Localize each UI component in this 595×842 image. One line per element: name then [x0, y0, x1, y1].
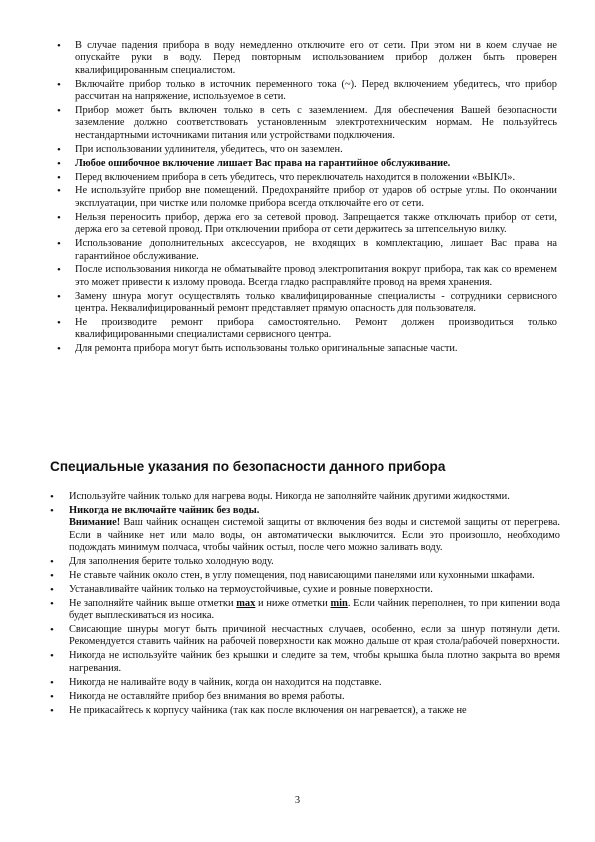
warning-label: Внимание! [69, 517, 121, 529]
list-item-text: Ваш чайник оснащен системой защиты от включения без воды и системой защиты от перегрева. Если в чайнике нет или мало воды, он автоматически выключится. Если это произошло, необходимо подождать минимум полчаса, чтобы чайник остыл, после чего можно заливать воду. [69, 517, 560, 554]
list-item [50, 677, 560, 689]
bullet-icon: • [57, 157, 61, 170]
bullet-icon: • [50, 704, 54, 717]
list-item-text: Использование дополнительных аксессуаров, не входящих в комплектацию, лишает Вас права на гарантийное обслуживание. [75, 238, 557, 262]
list-item-text: При использовании удлинителя, убедитесь, что он заземлен. [75, 143, 343, 155]
bullet-icon: • [50, 597, 54, 610]
list-item [57, 105, 557, 142]
bullet-icon: • [57, 143, 61, 156]
min-mark-label: min [330, 597, 348, 609]
bullet-icon: • [57, 238, 61, 251]
bullet-icon: • [50, 556, 54, 569]
list-item [50, 705, 560, 717]
list-item-text: Свисающие шнуры могут быть причиной несчастных случаев, особенно, если за шнур потянули дети. Рекомендуется ставить чайник на рабочей поверхности как можно дальше от края стола/рабочей поверхности. [69, 624, 560, 648]
page-number: 3 [294, 795, 301, 806]
list-item [57, 291, 557, 316]
list-item-text: Любое ошибочное включение лишает Вас права на гарантийное обслуживание. [75, 157, 451, 169]
list-item [50, 624, 560, 649]
list-item [57, 185, 557, 210]
list-item [57, 40, 557, 77]
list-item-text: Не прикасайтесь к корпусу чайника (так как после включения он нагревается), а также не [69, 704, 467, 716]
max-mark-label: max [236, 597, 256, 609]
list-item-text: Никогда не оставляйте прибор без внимания во время работы. [69, 690, 345, 702]
list-item [50, 584, 560, 596]
list-item-text: Прибор может быть включен только в сеть с заземлением. Для обеспечения Вашей безопасности заземление должно соответствовать установленным электротехническим нормам. Не пользуйтесь нестандартными источниками питания или устройствами подключения. [75, 105, 557, 141]
list-item-text: Не используйте прибор вне помещений. Предохраняйте прибор от ударов об острые углы. По окончании эксплуатации, при чистке или поломке прибора всегда отключайте его от сети. [75, 185, 557, 209]
list-item [50, 570, 560, 582]
list-item [50, 556, 560, 568]
list-item [50, 650, 560, 675]
bullet-icon: • [57, 78, 61, 91]
list-item [57, 238, 557, 263]
section-heading: Специальные указания по безопасности данного прибора [50, 459, 446, 474]
list-item-text: Для ремонта прибора могут быть использованы только оригинальные запасные части. [75, 343, 458, 355]
bullet-icon: • [57, 40, 61, 52]
bullet-icon: • [57, 264, 61, 277]
bullet-icon: • [50, 690, 54, 703]
list-item-text: Не ставьте чайник около стен, в углу помещения, под нависающими панелями или кухонными шкафами. [69, 569, 535, 581]
bullet-icon: • [57, 317, 61, 330]
kettle-safety-list [50, 491, 560, 718]
list-item-text: Включайте прибор только в источник переменного тока (~). Перед включением убедитесь, что прибор рассчитан на напряжение, используемое в сети. [75, 78, 557, 103]
bullet-icon: • [50, 569, 54, 582]
list-item [57, 144, 557, 156]
list-item-text: Для заполнения берите только холодную воду. [69, 556, 274, 568]
bullet-icon: • [50, 676, 54, 689]
list-item-text: . Если чайник переполнен, то при кипении вода будет выплескиваться из носика. [69, 597, 560, 622]
bullet-icon: • [57, 171, 61, 184]
bullet-icon: • [57, 105, 61, 118]
list-item [50, 491, 560, 503]
bullet-icon: • [50, 624, 54, 637]
list-item-text: Не заполняйте чайник выше отметки [69, 597, 237, 609]
list-item-text: После использования никогда не обматывайте провод электропитания вокруг прибора, так как со временем это может привести к излому провода. Всегда гладко расправляйте провод на время хранения. [75, 264, 557, 288]
bullet-icon: • [50, 650, 54, 663]
list-item [57, 158, 557, 170]
list-item-text: Нельзя переносить прибор, держа его за сетевой провод. Запрещается также отключать прибор от сети, держа его за сетевой провод. При отключении прибора от сети держитесь за штепсельную вилку. [75, 211, 557, 236]
list-item-text: Не производите ремонт прибора самостоятельно. Ремонт должен производиться только квалифицированными специалистами сервисного центра. [75, 317, 557, 341]
list-item-text: В случае падения прибора в воду немедленно отключите его от сети. При этом ни в коем случае не опускайте руки в воду. Перед повторным использованием прибор должен быть проверен квалифицированным специалистом. [75, 40, 557, 76]
list-item-text: Никогда не наливайте воду в чайник, когда он находится на подставке. [69, 676, 382, 688]
list-item-text: Перед включением прибора в сеть убедитесь, что переключатель находится в положении «ВЫКЛ». [75, 171, 516, 183]
bullet-icon: • [50, 504, 54, 517]
list-item [57, 317, 557, 342]
bullet-icon: • [50, 491, 54, 503]
list-item-bold-text: Никогда не включайте чайник без воды. [69, 504, 260, 516]
bullet-icon: • [57, 290, 61, 303]
list-item [57, 79, 557, 104]
list-item-text: Никогда не используйте чайник без крышки и следите за тем, чтобы крышка была плотно закрыта во время нагревания. [69, 650, 560, 674]
list-item [57, 172, 557, 184]
list-item-text: Устанавливайте чайник только на термоустойчивые, сухие и ровные поверхности. [69, 583, 433, 595]
bullet-icon: • [57, 211, 61, 224]
bullet-icon: • [57, 185, 61, 198]
bullet-icon: • [50, 583, 54, 596]
list-item [50, 505, 560, 555]
list-item-text: Используйте чайник только для нагрева воды. Никогда не заполняйте чайник другими жидкостями. [69, 491, 510, 502]
list-item [57, 343, 557, 355]
list-item-text: Замену шнура могут осуществлять только квалифицированные специалисты - сотрудники сервисного центра. Неквалифицированный ремонт представляет прямую опасность для пользователя. [75, 290, 557, 315]
list-item [57, 264, 557, 289]
bullet-icon: • [57, 343, 61, 356]
list-item [57, 212, 557, 237]
list-item [50, 598, 560, 623]
list-item-text: и ниже отметки [255, 597, 331, 609]
list-item [50, 691, 560, 703]
safety-list [57, 40, 557, 357]
